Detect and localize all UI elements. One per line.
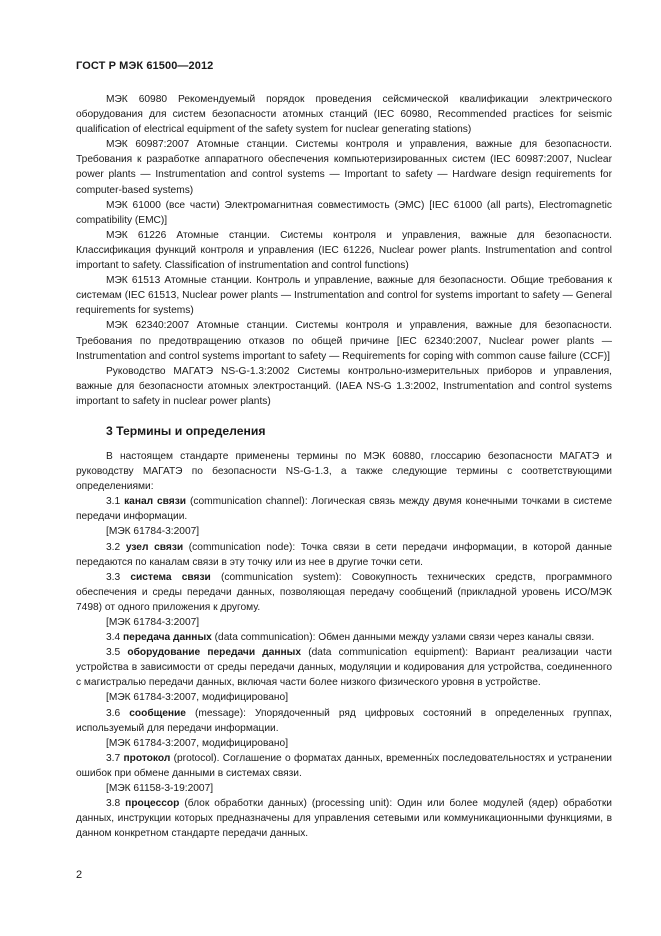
term-reference: [МЭК 61158-3-19:2007] bbox=[106, 783, 214, 795]
term-name: сообщение bbox=[129, 707, 186, 719]
term-entry bbox=[76, 751, 612, 781]
page-number: 2 bbox=[76, 869, 83, 881]
term-entry bbox=[76, 630, 612, 645]
term-number: 3.8 bbox=[106, 798, 121, 810]
document-body bbox=[76, 92, 612, 841]
term-number: 3.6 bbox=[106, 707, 121, 719]
reference-item: МЭК 61513 Атомные станции. Контроль и управление, важные для безопасности. Общие требования к системам (IEC 61513, Nuclear power plants — Instrumentation and control for systems important to safety — General requirements for systems) bbox=[76, 275, 612, 317]
term-definition: (protocol). Соглашение о форматах данных, временны́х последовательностях и устранении ошибок при обмене данными в системах связи. bbox=[76, 752, 612, 779]
term-definition: (data communication equipment): Вариант реализации части устройства в зависимости от среды передачи данных, модуляции и кодирования для устройства, соединенного с магистралью передачи данных, включая части более низкого физического уровня в устройстве. bbox=[76, 647, 612, 689]
term-name: канал связи bbox=[124, 496, 187, 508]
term-number: 3.7 bbox=[106, 752, 121, 764]
term-entry bbox=[76, 570, 612, 615]
term-entry bbox=[76, 540, 612, 570]
reference-item: Руководство МАГАТЭ NS-G-1.3:2002 Системы контрольно-измерительных приборов и управления, важные для безопасности атомных электростанций. (IAEA NS-G 1.3:2002, Instrumentation and control systems important to safety in nuclear power plants) bbox=[76, 365, 612, 407]
term-name: протокол bbox=[123, 752, 171, 764]
term-reference: [МЭК 61784-3:2007] bbox=[106, 617, 200, 628]
term-definition: (communication system): Совокупность технических средств, программного обеспечения и среды передачи данных, позволяющая передачу сообщений (прикладной уровень ИСО/МЭК 7498) от одного приложения к другому. bbox=[76, 571, 612, 613]
term-name: оборудование передачи данных bbox=[127, 647, 302, 659]
section-intro: В настоящем стандарте применены термины по МЭК 60880, глоссарию безопасности МАГАТЭ и руководству МАГАТЭ по безопасности NS-G-1.3, а также следующие термины с соответствующими определениями: bbox=[76, 450, 612, 493]
term-reference: [МЭК 61784-3:2007, модифицировано] bbox=[106, 692, 289, 704]
term-definition: (data communication): Обмен данными между узлами связи через каналы связи. bbox=[211, 632, 595, 644]
term-definition: (communication node): Точка связи в сети передачи информации, в которой данные передаются по каналам связи в эту точку или из нее в другие точки сети. bbox=[76, 541, 612, 568]
reference-item: МЭК 60987:2007 Атомные станции. Системы контроля и управления, важные для безопасности. Требования к разработке аппаратного обеспечения компьютеризированных систем (IEC 60987:2007, Nuclear power plants — Instrumentation and control systems — Important to safety — Hardware design requirements for computer-based systems) bbox=[76, 139, 612, 196]
term-reference: [МЭК 61784-3:2007, модифицировано] bbox=[106, 737, 289, 749]
term-name: узел связи bbox=[125, 541, 184, 553]
term-entry bbox=[76, 706, 612, 736]
term-definition: (communication channel): Логическая связь между двумя конечными точками в системе передачи информации. bbox=[76, 496, 612, 523]
term-entry bbox=[76, 645, 612, 690]
term-entry bbox=[76, 796, 612, 841]
reference-item: МЭК 61226 Атомные станции. Системы контроля и управления, важные для безопасности. Классификация функций контроля и управления (IEC 61226, Nuclear power plants. Instrumentation and control important to safety. Classification of instrumentation and control functions) bbox=[76, 229, 612, 272]
term-number: 3.1 bbox=[106, 496, 121, 508]
term-definition: (блок обработки данных) (processing unit): Один или более модулей (ядер) обработки данных, инструкции которых предназначены для управления сетевыми или коммуникационными функциями, в данном конкретном стандарте передачи данных. bbox=[76, 798, 612, 840]
reference-item: МЭК 60980 Рекомендуемый порядок проведения сейсмической квалификации электрического оборудования для систем безопасности атомных станций (IEC 60980, Recommended practices for seismic qualification of electrical equipment of the safety system for nuclear generating stations) bbox=[76, 94, 612, 136]
term-reference: [МЭК 61784-3:2007] bbox=[106, 526, 200, 538]
term-number: 3.5 bbox=[106, 647, 121, 659]
term-entry bbox=[76, 494, 612, 524]
document-header: ГОСТ Р МЭК 61500—2012 bbox=[76, 60, 214, 72]
reference-item: МЭК 62340:2007 Атомные станции. Системы контроля и управления, важные для безопасности. Требования по предотвращению отказов по общей причине [IEC 62340:2007, Nuclear power plants — Instrumentation and control systems important to safety — Requirements for coping with common cause failure (CCF)] bbox=[76, 320, 612, 362]
section-title: 3 Термины и определения bbox=[106, 423, 266, 438]
term-name: система связи bbox=[130, 571, 211, 583]
term-name: процессор bbox=[125, 798, 180, 810]
term-number: 3.4 bbox=[106, 632, 121, 644]
reference-item: МЭК 61000 (все части) Электромагнитная совместимость (ЭМС) [IEC 61000 (all parts), Electromagnetic compatibility (EMC)] bbox=[76, 199, 612, 226]
term-number: 3.3 bbox=[106, 571, 121, 583]
term-definition: (message): Упорядоченный ряд цифровых состояний в определенных группах, используемый для передачи информации. bbox=[76, 707, 612, 734]
term-number: 3.2 bbox=[106, 541, 121, 553]
term-name: передача данных bbox=[123, 632, 212, 644]
